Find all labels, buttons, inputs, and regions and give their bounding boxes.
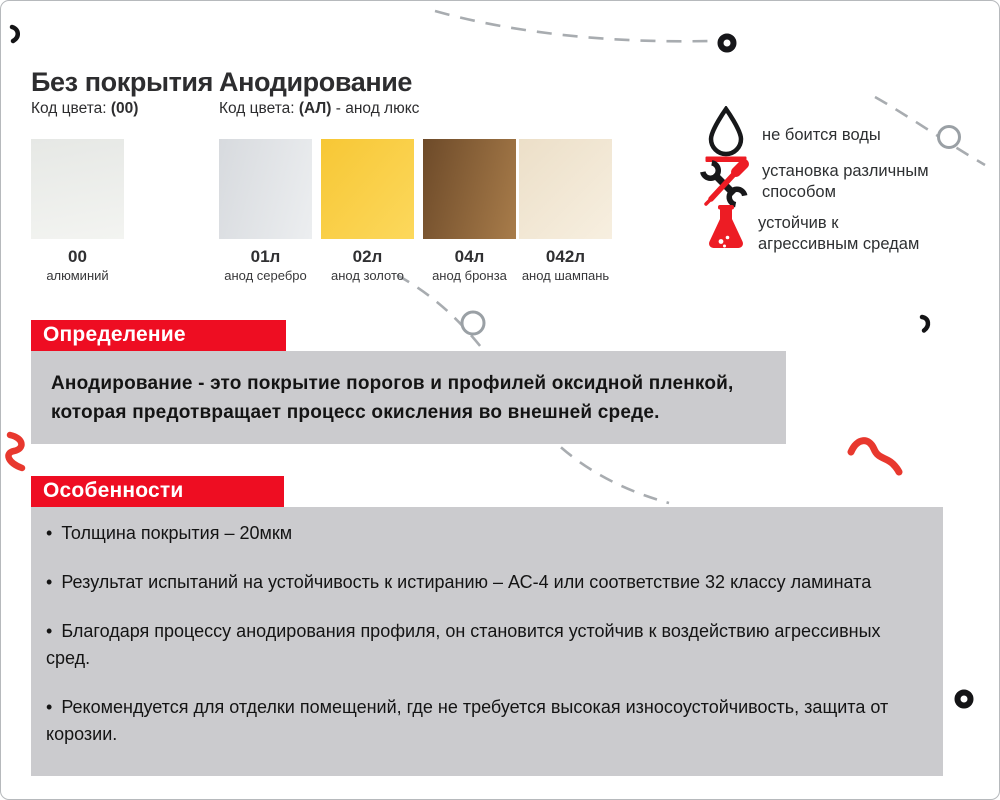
color-chip	[519, 139, 612, 239]
water-drop-icon	[704, 106, 748, 163]
flask-icon	[706, 205, 746, 254]
swatch-042l-champagne	[519, 139, 612, 283]
swatch-04l-bronze	[423, 139, 516, 283]
code-value: (00)	[110, 100, 139, 117]
code-prefix: Код цвета:	[31, 100, 111, 117]
features-body	[31, 507, 943, 776]
benefit-label-installation: установка различным способом	[762, 162, 929, 201]
code-suffix: - анод люкс	[331, 100, 420, 117]
feature-bullet: • Рекомендуется для отделки помещений, где не требуется высокая износоустойчивость, защита от корозии.	[46, 694, 925, 748]
swatch-01l-silver	[219, 139, 312, 283]
swatch-02l-gold	[321, 139, 414, 283]
comma-mark-right	[922, 317, 928, 331]
dashed-curve-top	[435, 11, 709, 41]
swatch-name: анод шампань	[521, 268, 610, 283]
swatch-00-aluminium	[31, 139, 124, 283]
color-chip	[219, 139, 312, 239]
code-value: (АЛ)	[298, 100, 332, 117]
code-prefix: Код цвета:	[219, 100, 299, 117]
red-squiggle-right	[851, 441, 899, 472]
swatch-name: анод серебро	[224, 268, 307, 283]
swatch-code: 02л	[352, 247, 383, 266]
swatch-name: анод золото	[330, 268, 405, 283]
color-chip	[321, 139, 414, 239]
swatch-name: анод бронза	[432, 268, 507, 283]
donut-dot-top	[721, 37, 734, 50]
tools-icon	[698, 158, 750, 210]
features-list	[46, 520, 925, 748]
swatch-code: 042л	[545, 247, 586, 266]
definition-heading: Определение	[31, 320, 286, 351]
comma-mark-top-left	[12, 27, 18, 41]
anodizing-color-code	[219, 100, 419, 118]
swatch-code: 01л	[250, 247, 281, 266]
red-squiggle-left	[8, 435, 22, 468]
benefit-label-water: не боится воды	[762, 126, 881, 144]
feature-bullet: • Толщина покрытия – 20мкм	[46, 520, 925, 547]
color-chip	[423, 139, 516, 239]
benefit-label-aggressive: устойчив к агрессивным средам	[758, 214, 920, 253]
feature-bullet: • Благодаря процессу анодирования профиля, он становится устойчив к воздействию агрессивных сред.	[46, 618, 925, 672]
swatch-name: алюминий	[46, 268, 109, 283]
color-chip	[31, 139, 124, 239]
swatch-code: 04л	[454, 247, 485, 266]
donut-dot-bottom-right	[958, 693, 971, 706]
anodizing-title: Анодирование	[219, 67, 413, 97]
definition-body: Анодирование - это покрытие порогов и профилей оксидной пленкой, которая предотвращает процесс окисления во внешней среде.	[31, 351, 786, 444]
no-coating-color-code	[31, 100, 138, 118]
circle-marker-middle	[462, 312, 484, 334]
no-coating-title: Без покрытия	[31, 67, 213, 97]
swatch-code: 00	[68, 247, 87, 266]
feature-bullet: • Результат испытаний на устойчивость к истиранию – АС-4 или соответствие 32 классу ламината	[46, 569, 925, 596]
features-heading: Особенности	[31, 476, 284, 507]
